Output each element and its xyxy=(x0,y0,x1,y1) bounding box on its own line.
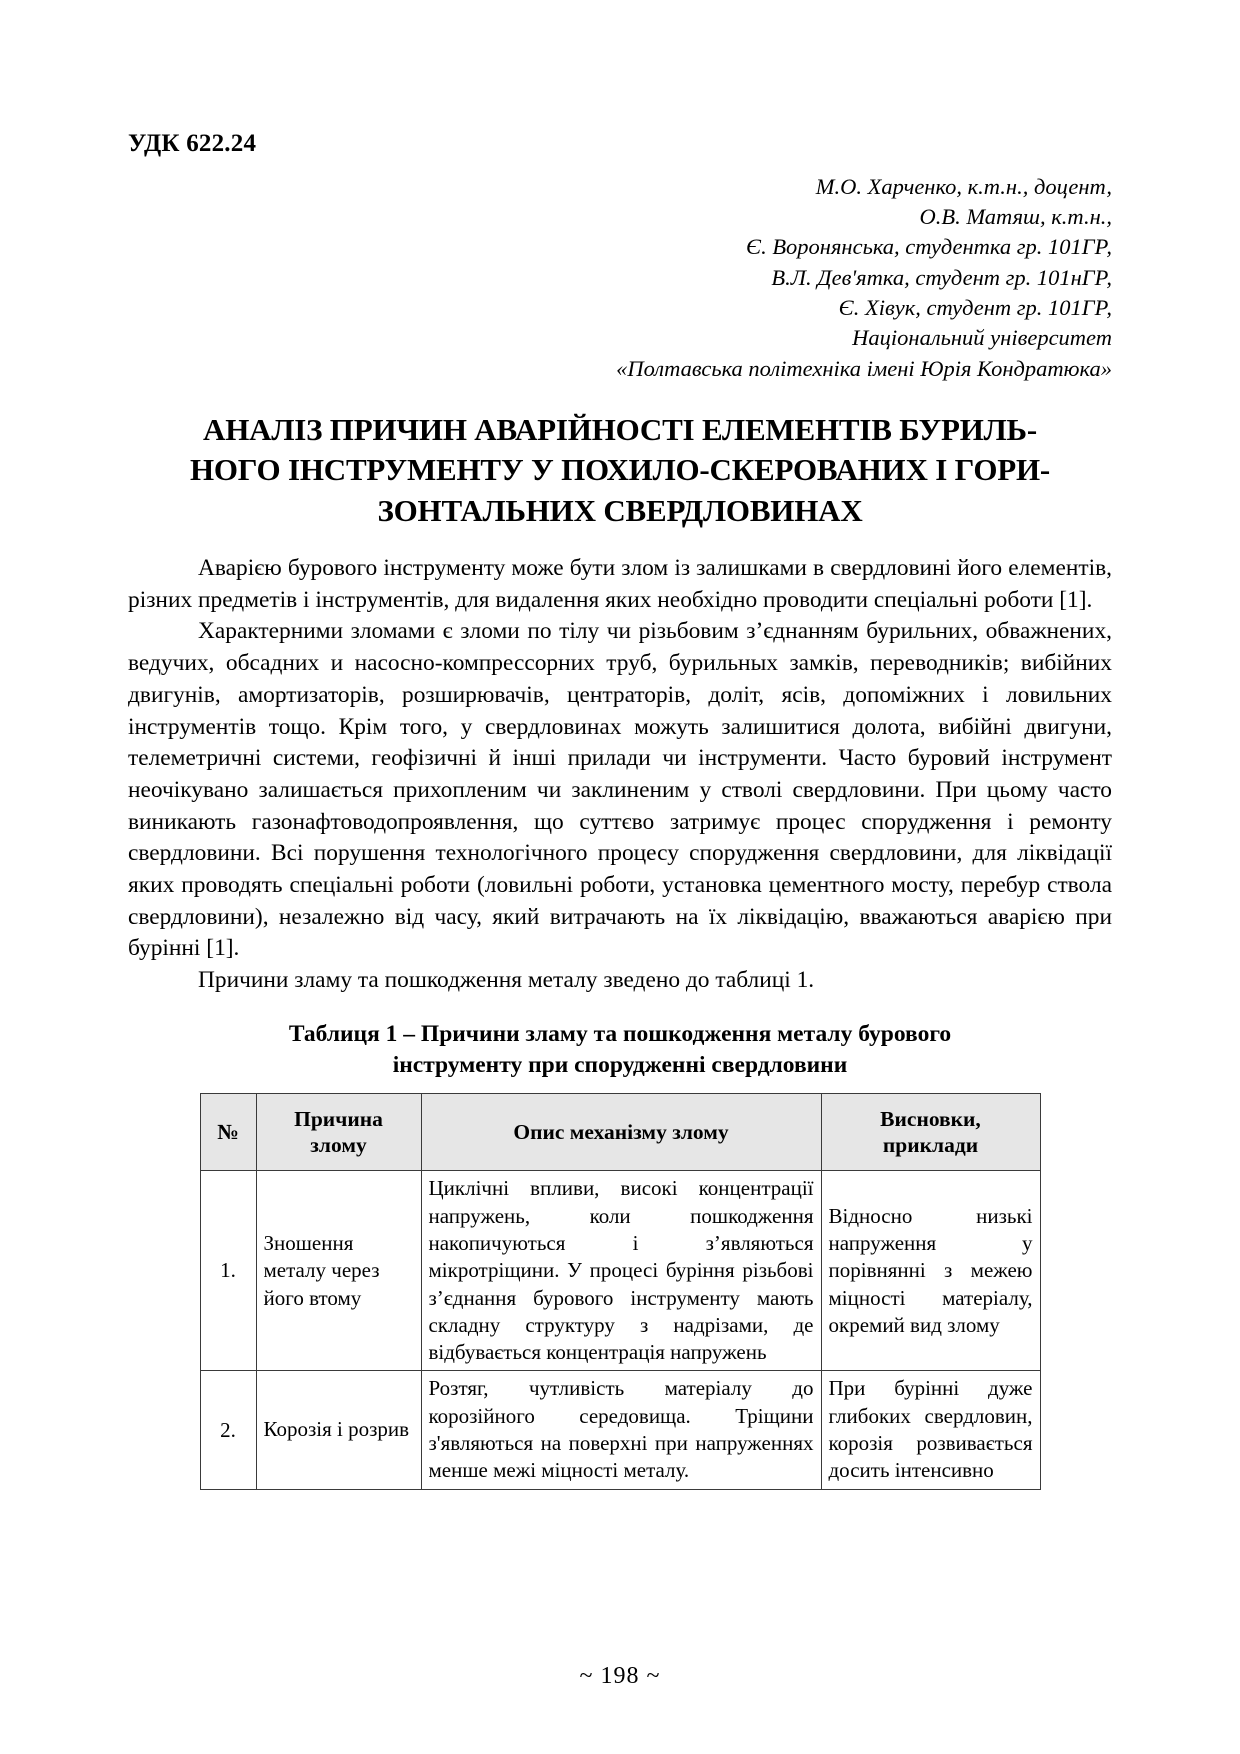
title-line: АНАЛІЗ ПРИЧИН АВАРІЙНОСТІ ЕЛЕМЕНТІВ БУРИЛЬ- xyxy=(203,412,1037,448)
udk-code: УДК 622.24 xyxy=(128,130,257,157)
cell-description: Циклічні впливи, високі концентрації напружень, коли пошкодження накопичуються і з’являються мікротріщини. У процесі буріння різьбові з’єднання бурового інструменту мають складну структуру з надрізами, де відбувається концентрація напружень xyxy=(421,1171,821,1371)
column-header-cause-line2: злому xyxy=(310,1133,367,1158)
page-number: ~ 198 ~ xyxy=(579,1663,661,1689)
page-title xyxy=(128,410,1112,531)
title-line: ЗОНТАЛЬНИХ СВЕРДЛОВИНАХ xyxy=(377,492,863,528)
author-line: М.О. Харченко, к.т.н., доцент, xyxy=(815,173,1112,199)
body-paragraph: Аварією бурового інструменту може бути злом із залишками в свердловині його елементів, різних предметів і інструментів, для видалення яких необхідно проводити спеціальні роботи [1]. xyxy=(128,555,1112,613)
table-header xyxy=(200,1093,1040,1170)
author-line: В.Л. Дев'ятка, студент гр. 101нГР, xyxy=(771,264,1112,290)
cell-cause: Зношення металу через його втому xyxy=(256,1171,421,1371)
column-header-description: Опис механізму злому xyxy=(421,1093,821,1170)
column-header-number: № xyxy=(200,1093,256,1170)
table-caption-line: інструменту при спорудженні свердловини xyxy=(392,1051,848,1078)
table-row xyxy=(200,1371,1040,1489)
author-line: Є. Хівук, студент гр. 101ГР, xyxy=(838,295,1112,320)
column-header-cause-line1: Причина xyxy=(294,1106,383,1131)
table-caption-line: Таблиця 1 – Причини зламу та пошкодження металу бурового xyxy=(288,1020,952,1047)
column-header-cause xyxy=(256,1093,421,1170)
causes-table xyxy=(200,1093,1041,1490)
author-line: Є. Воронянська, студентка гр. 101ГР, xyxy=(746,234,1112,260)
table-header-row xyxy=(200,1093,1040,1170)
body-paragraph: Причини зламу та пошкодження металу зведено до таблиці 1. xyxy=(198,967,815,994)
cell-number: 2. xyxy=(200,1371,256,1489)
table-row xyxy=(200,1171,1040,1371)
column-header-conclusion xyxy=(821,1093,1040,1170)
author-line: О.В. Матяш, к.т.н., xyxy=(919,203,1112,229)
affiliation-line: «Полтавська політехніка імені Юрія Кондратюка» xyxy=(616,355,1112,381)
cell-conclusion: Відносно низькі напруження у порівнянні з межею міцності матеріалу, окремий вид злому xyxy=(821,1171,1040,1371)
table-body xyxy=(200,1171,1040,1489)
cell-number: 1. xyxy=(200,1171,256,1371)
cell-description: Розтяг, чутливість матеріалу до корозійного середовища. Тріщини з'являються на поверхні при напруженнях менше межі міцності металу. xyxy=(421,1371,821,1489)
table-caption xyxy=(128,1019,1112,1081)
cell-cause: Корозія і розрив xyxy=(256,1371,421,1489)
affiliation-line: Національний університет xyxy=(852,325,1112,351)
cell-conclusion: При бурінні дуже глибоких свердловин, корозія розвивається досить інтенсивно xyxy=(821,1371,1040,1489)
body-paragraph: Характерними зломами є зломи по тілу чи різьбовим з’єднанням бурильних, обважнених, ведучих, обсадних и насосно-компрессорних труб, бурильных замків, переводників; вибійних двигунів, амортизаторів, розширювачів, центраторів, доліт, ясів, допоміжних і ловильних інструментів тощо. Крім того, у свердловинах можуть залишитися долота, вибійні двигуни, телеметричні системи, геофізичні й інші прилади чи інструменти. Часто буровий інструмент неочікувано залишається прихопленим чи заклиненим у стволі свердловини. При цьому часто виникають газонафтоводопроявлення, що суттєво затримує процес спорудження і ремонту свердловини. Всі порушення технологічного процесу спорудження свердловини, для ліквідації яких проводять спеціальні роботи (ловильні роботи, установка цементного мосту, перебур ствола свердловини), незалежно від часу, який витрачають на їх ліквідацію, вважаються аварією при бурінні [1]. xyxy=(128,618,1112,962)
author-block xyxy=(128,172,1112,385)
column-header-conclusion-line1: Висновки, xyxy=(880,1106,981,1131)
title-line: НОГО ІНСТРУМЕНТУ У ПОХИЛО-СКЕРОВАНИХ І ГОРИ- xyxy=(189,452,1051,488)
column-header-conclusion-line2: приклади xyxy=(882,1133,979,1158)
